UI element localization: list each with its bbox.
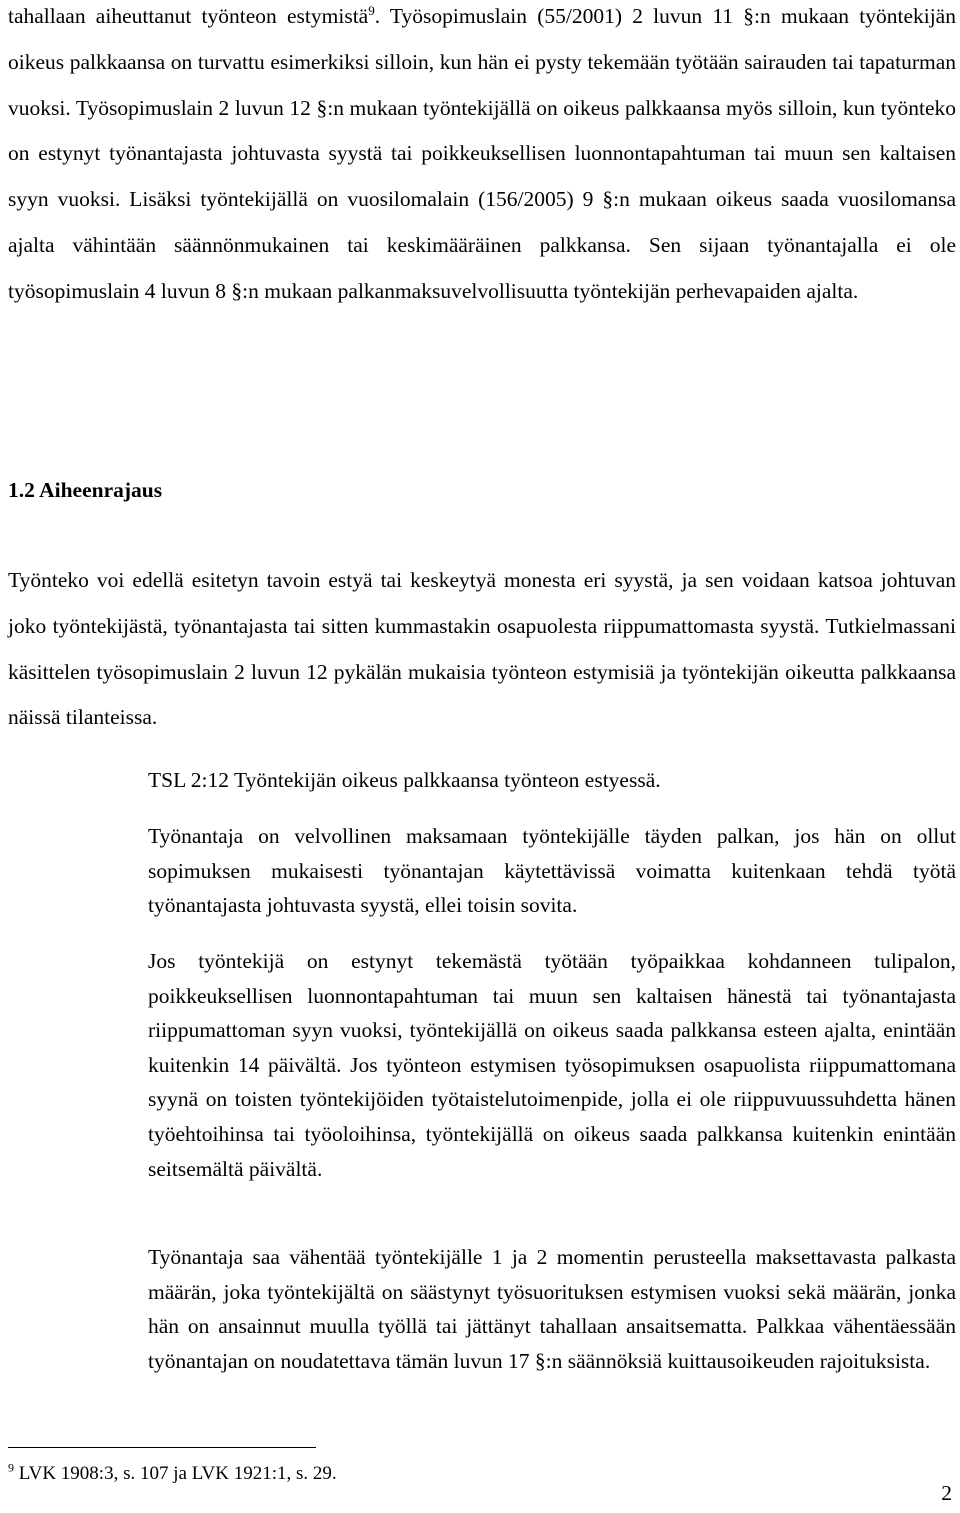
law-quote-title: TSL 2:12 Työntekijän oikeus palkkaansa työnteon estyessä. <box>148 768 661 792</box>
law-quote-moment-2: Jos työntekijä on estynyt tekemästä työtään työpaikkaa kohdanneen tulipalon, poikkeuksellisen luonnontapahtuman tai muun sen kaltaisen hänestä tai työnantajasta riippumattoman syyn vuoksi, työntekijällä on oikeus saada palkkansa esteen ajalta, enintään kuitenkin 14 päivältä. Jos työnteon estymisen työsopimuksen osapuolista riippumattomana syynä on toisten työntekijöiden työtaistelutoimenpide, jolla ei ole riippuvuussuhdetta hänen työehtoihinsa tai työoloihinsa, työntekijällä on oikeus saada palkkansa kuitenkin enintään seitsemältä päivältä. <box>148 949 956 1181</box>
law-quote-moment-1: Työnantaja on velvollinen maksamaan työntekijälle täyden palkan, jos hän on ollut sopimuksen mukaisesti työnantajan käytettävissä voimatta kuitenkaan tehdä työtä työnantajasta johtuvasta syystä, ellei toisin sovita. <box>148 824 956 918</box>
footnote <box>8 1461 337 1487</box>
footnote-text: LVK 1908:3, s. 107 ja LVK 1921:1, s. 29. <box>14 1463 337 1484</box>
page-number: 2 <box>941 1481 952 1505</box>
paragraph-1-text-start: tahallaan aiheuttanut työnteon estymistä <box>8 4 369 28</box>
footnote-reference[interactable]: 9 <box>368 2 375 18</box>
paragraph-1-text-rest: . Työsopimuslain (55/2001) 2 luvun 11 §:n mukaan työntekijän oikeus palkkaansa on turvattu esimerkiksi silloin, kun hän ei pysty tekemään työtään sairauden tai tapaturman vuoksi. Työsopimuslain 2 luvun 12 §:n mukaan työntekijällä on oikeus palkkaansa myös silloin, kun työnteko on estynyt työnantajasta johtuvasta syystä tai poikkeuksellisen luonnontapahtuman tai muun sen kaltaisen syyn vuoksi. Lisäksi työntekijällä on vuosilomalain (156/2005) 9 §:n mukaan oikeus saada vuosilomansa ajalta vähintään säännönmukainen tai keskimääräinen palkkansa. Sen sijaan työnantajalla ei ole työsopimuslain 4 luvun 8 §:n mukaan palkanmaksuvelvollisuutta työntekijän perhevapaiden ajalta. <box>8 4 956 303</box>
footnote-divider <box>8 1447 316 1448</box>
body-paragraph-2: Työnteko voi edellä esitetyn tavoin estyä tai keskeytyä monesta eri syystä, ja sen voidaan katsoa johtuvan joko työntekijästä, työnantajasta tai sitten kummastakin osapuolesta riippumattomasta syystä. Tutkielmassani käsittelen työsopimuslain 2 luvun 12 pykälän mukaisia työnteon estymisiä ja työntekijän oikeutta palkkaansa näissä tilanteissa. <box>8 568 956 730</box>
footnote-number: 9 <box>8 1460 14 1475</box>
body-paragraph-1 <box>8 0 956 315</box>
section-heading: 1.2 Aiheenrajaus <box>8 478 163 502</box>
law-quote-moment-3: Työnantaja saa vähentää työntekijälle 1 ja 2 momentin perusteella maksettavasta palkasta määrän, joka työntekijältä on säästynyt työsuorituksen estymisen vuoksi sekä määrän, jonka hän on ansainnut muulla työllä tai jättänyt tahallaan ansaitsematta. Palkkaa vähentäessään työnantajan on noudatettava tämän luvun 17 §:n säännöksiä kuittausoikeuden rajoituksista. <box>148 1245 956 1373</box>
